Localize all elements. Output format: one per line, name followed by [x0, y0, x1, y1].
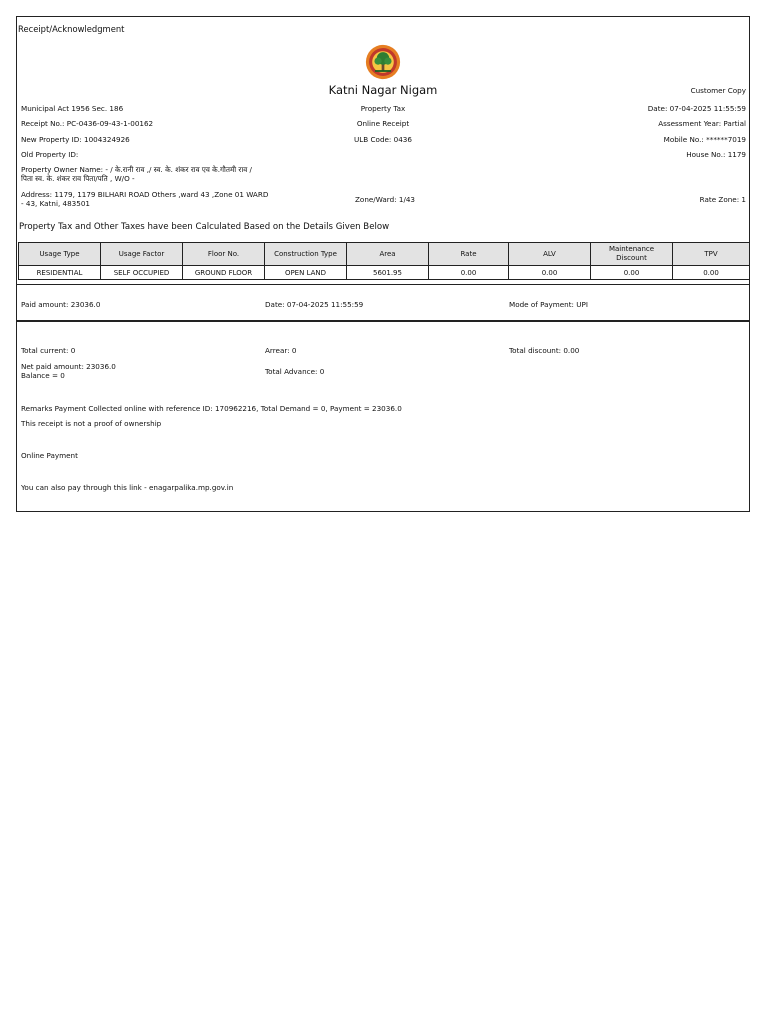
column-header: ALV: [509, 243, 591, 266]
table-row: [19, 266, 750, 280]
copy-label: Customer Copy: [690, 86, 746, 95]
old-property-id: Old Property ID:: [21, 150, 79, 159]
table-cell: 0.00: [429, 266, 509, 280]
total-advance: Total Advance: 0: [265, 367, 325, 376]
municipal-act: Municipal Act 1956 Sec. 186: [21, 104, 124, 113]
receipt-mode: Online Receipt: [356, 119, 410, 128]
tax-details-table: [18, 242, 750, 280]
table-cell: 0.00: [509, 266, 591, 280]
ownership-disclaimer: This receipt is not a proof of ownership: [21, 419, 162, 428]
total-discount: Total discount: 0.00: [509, 346, 580, 355]
payment-date: Date: 07-04-2025 11:55:59: [265, 300, 364, 309]
net-paid-amount: Net paid amount: 23036.0: [21, 362, 116, 371]
table-cell: 5601.95: [347, 266, 429, 280]
receipt-date: Date: 07-04-2025 11:55:59: [647, 104, 746, 113]
tax-type: Property Tax: [360, 104, 406, 113]
balance: Balance = 0: [21, 371, 65, 380]
new-property-id: New Property ID: 1004324926: [21, 135, 130, 144]
receipt-number: Receipt No.: PC-0436-09-43-1-00162: [21, 119, 154, 128]
owner-name-line2: पिता स्व. के. शंकर राव पिता/पति , W/O -: [21, 174, 135, 183]
ulb-code: ULB Code: 0436: [354, 135, 412, 144]
tax-section-heading: Property Tax and Other Taxes have been Calculated Based on the Details Given Below: [19, 222, 390, 232]
owner-name-line1: Property Owner Name: - / के.रानी राव ,/ स्व. के. शंकर राव एव के.गौतमी राव /: [21, 165, 252, 174]
column-header: Usage Factor: [101, 243, 183, 266]
table-cell: SELF OCCUPIED: [101, 266, 183, 280]
arrear: Arrear: 0: [265, 346, 297, 355]
assessment-year: Assessment Year: Partial: [658, 119, 746, 128]
address-line1: Address: 1179, 1179 BILHARI ROAD Others ,ward 43 ,Zone 01 WARD: [21, 190, 269, 199]
column-header: TPV: [673, 243, 750, 266]
mp-emblem-icon: [365, 44, 401, 80]
document-type: Receipt/Acknowledgment: [18, 24, 125, 34]
payment-mode: Mode of Payment: UPI: [509, 300, 588, 309]
online-payment-label: Online Payment: [21, 451, 78, 460]
column-header: Construction Type: [265, 243, 347, 266]
mobile-number: Mobile No.: ******7019: [663, 135, 746, 144]
table-header-row: [19, 243, 750, 266]
table-cell: OPEN LAND: [265, 266, 347, 280]
table-cell: 0.00: [591, 266, 673, 280]
address-line2: - 43, Katni, 483501: [21, 199, 90, 208]
divider: [17, 320, 749, 322]
total-current: Total current: 0: [21, 346, 76, 355]
column-header: Maintenance Discount: [591, 243, 673, 266]
column-header: Usage Type: [19, 243, 101, 266]
org-name: Katni Nagar Nigam: [328, 83, 438, 97]
receipt-sheet: [16, 16, 750, 512]
table-cell: 0.00: [673, 266, 750, 280]
payment-link[interactable]: You can also pay through this link - enagarpalika.mp.gov.in: [21, 483, 234, 492]
table-cell: RESIDENTIAL: [19, 266, 101, 280]
column-header: Floor No.: [183, 243, 265, 266]
paid-amount: Paid amount: 23036.0: [21, 300, 101, 309]
zone-ward: Zone/Ward: 1/43: [355, 195, 416, 204]
rate-zone: Rate Zone: 1: [699, 195, 746, 204]
divider: [17, 284, 749, 285]
column-header: Area: [347, 243, 429, 266]
column-header: Rate: [429, 243, 509, 266]
remarks: Remarks Payment Collected online with reference ID: 170962216, Total Demand = 0, Payment = 23036.0: [21, 404, 402, 413]
house-number: House No.: 1179: [686, 150, 746, 159]
table-cell: GROUND FLOOR: [183, 266, 265, 280]
